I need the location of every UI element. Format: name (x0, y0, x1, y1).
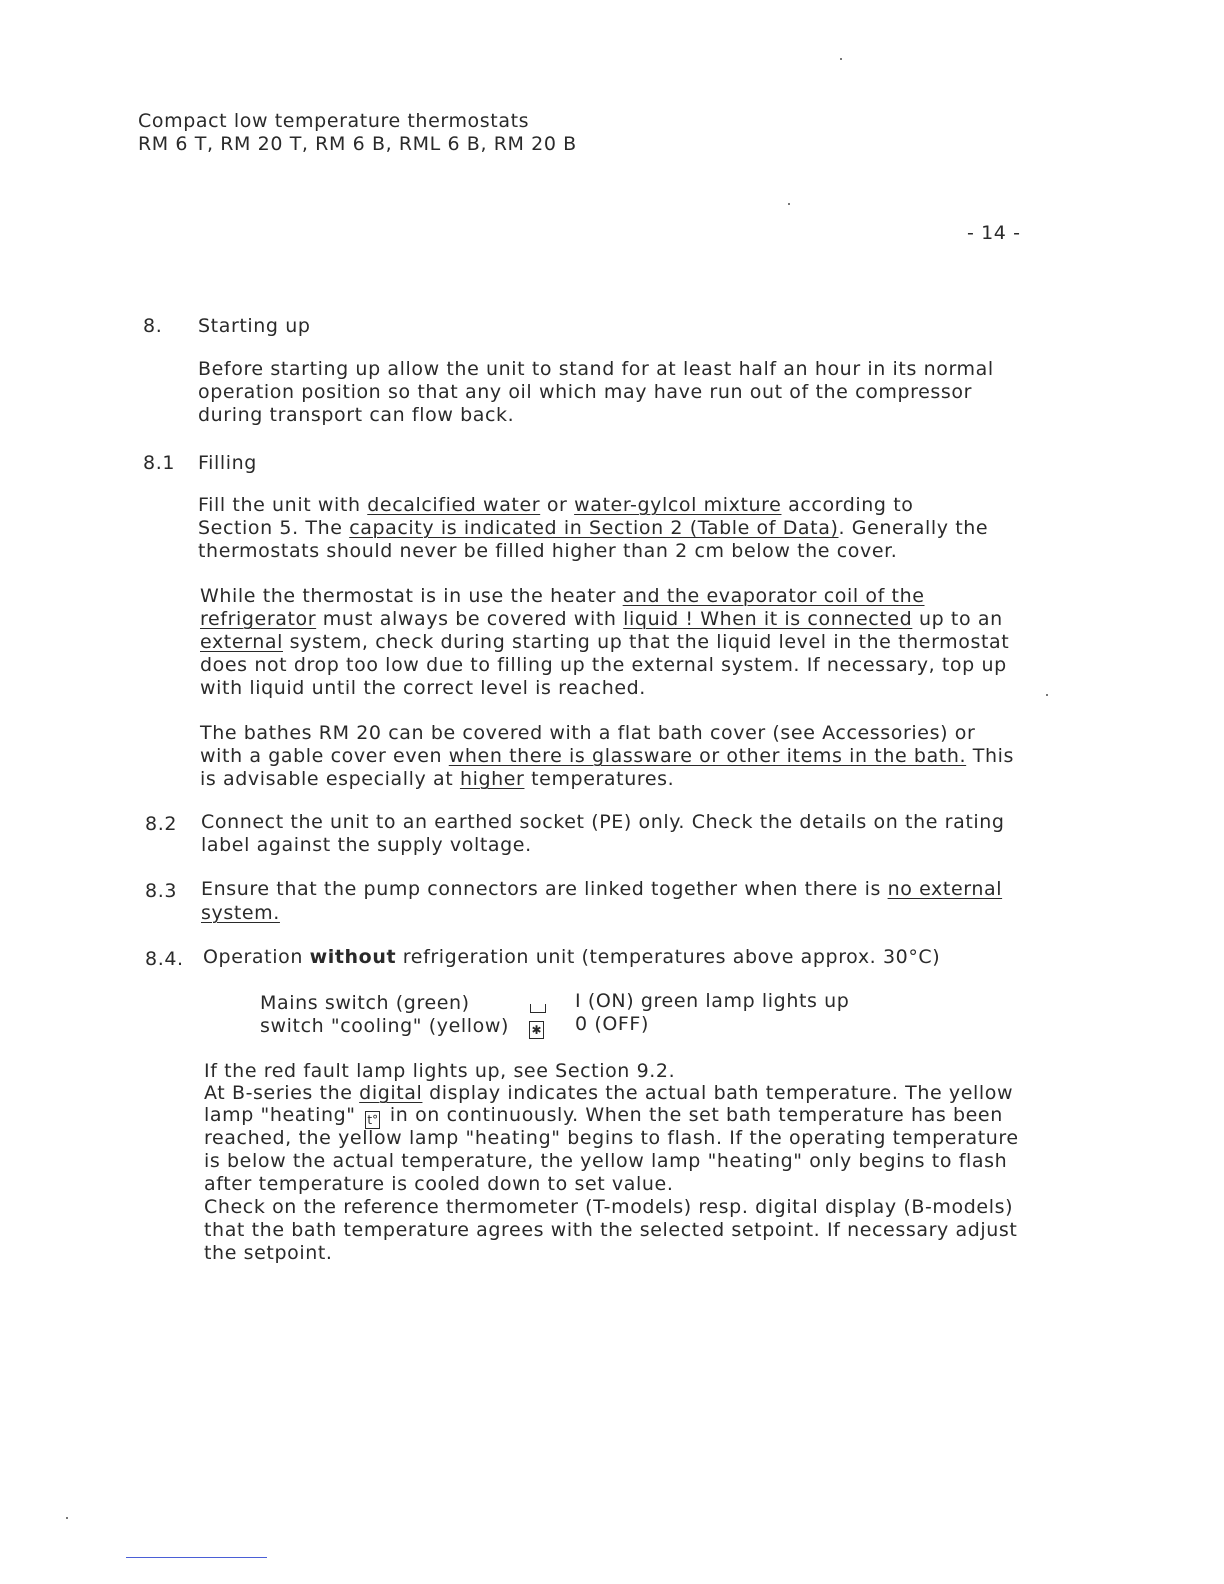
underlined-text: system. (201, 902, 280, 924)
section-8-1-title: Filling (198, 452, 257, 474)
cooling-switch-state: 0 (OFF) (575, 1013, 649, 1035)
section-8-3-number: 8.3 (145, 880, 178, 902)
section-8-3-line-2 (201, 902, 280, 925)
filling-p3-line-1: The bathes RM 20 can be covered with a flat bath cover (see Accessories) or (200, 722, 976, 744)
underlined-text: digital (359, 1082, 423, 1104)
underlined-text: and the evaporator coil of the (622, 585, 925, 607)
section-8-1-number: 8.1 (143, 452, 176, 474)
filling-p2-line-5: with liquid until the correct level is reached. (200, 677, 646, 699)
section-8-4-number: 8.4. (145, 948, 184, 970)
section-8-intro-line: during transport can flow back. (198, 404, 515, 426)
scan-speck (66, 1517, 68, 1519)
cooling-switch-label: switch "cooling" (yellow) (260, 1015, 510, 1037)
section-8-2-line: Connect the unit to an earthed socket (PE) only. Check the details on the rating (201, 811, 1005, 833)
header-line-2: RM 6 T, RM 20 T, RM 6 B, RML 6 B, RM 20 B (138, 133, 577, 155)
scan-speck (788, 203, 790, 205)
operation-line-9: the setpoint. (204, 1242, 333, 1264)
filling-p1-line-2: Section 5. The capacity is indicated in Section 2 (Table of Data). Generally the (198, 517, 989, 539)
underlined-text: water-gylcol mixture (574, 494, 782, 516)
filling-p1-line-3: thermostats should never be filled higher than 2 cm below the cover. (198, 540, 898, 562)
underlined-text: capacity is indicated in Section 2 (Table of Data) (349, 517, 839, 539)
header-line-1: Compact low temperature thermostats (138, 110, 530, 132)
operation-line-6: after temperature is cooled down to set value. (204, 1173, 674, 1195)
heating-lamp-icon: t° (365, 1111, 380, 1129)
operation-line-5: is below the actual temperature, the yellow lamp "heating" only begins to flash (204, 1150, 1008, 1172)
section-8-4-title: Operation without refrigeration unit (temperatures above approx. 30°C) (203, 946, 941, 968)
underlined-text: higher (459, 768, 525, 790)
cooling-switch-icon: ✱ (526, 1014, 547, 1039)
section-8-2-line: label against the supply voltage. (201, 834, 532, 856)
operation-line-2: At B-series the digital display indicates the actual bath temperature. The yellow (204, 1082, 1014, 1104)
operation-line-1: If the red fault lamp lights up, see Section 9.2. (204, 1060, 676, 1082)
filling-p2-line-1: While the thermostat is in use the heater and the evaporator coil of the (200, 585, 925, 607)
underlined-text: refrigerator (200, 608, 317, 630)
section-8-2-number: 8.2 (145, 813, 178, 835)
section-8-number: 8. (143, 315, 163, 337)
underlined-text: no external (887, 878, 1003, 900)
mains-switch-state: I (ON) green lamp lights up (575, 990, 850, 1012)
underlined-text: decalcified water (367, 494, 541, 516)
filling-p3-line-2: with a gable cover even when there is glassware or other items in the bath. This (200, 745, 1015, 767)
filling-p2-line-2: refrigerator must always be covered with liquid ! When it is connected up to an (200, 608, 1003, 630)
page-number: - 14 - (967, 222, 1021, 244)
scan-speck (1046, 694, 1048, 696)
section-8-intro-line: operation position so that any oil which may have run out of the compressor (198, 381, 973, 403)
operation-line-7: Check on the reference thermometer (T-models) resp. digital display (B-models) (204, 1196, 1014, 1218)
underlined-text: external (200, 631, 283, 653)
underlined-text: liquid ! When it is connected (623, 608, 913, 630)
section-8-intro-line: Before starting up allow the unit to stand for at least half an hour in its normal (198, 358, 994, 380)
section-8-3-line-1: Ensure that the pump connectors are linked together when there is no external (201, 878, 1003, 900)
operation-line-8: that the bath temperature agrees with the selected setpoint. If necessary adjust (204, 1219, 1018, 1241)
section-8-title: Starting up (198, 315, 311, 337)
filling-p3-line-3: is advisable especially at higher temperatures. (200, 768, 675, 790)
mains-switch-icon (530, 1004, 546, 1013)
operation-line-3: lamp "heating" t° in on continuously. When the set bath temperature has been (204, 1104, 1003, 1127)
scan-speck (840, 58, 842, 60)
operation-line-4: reached, the yellow lamp "heating" begins to flash. If the operating temperature (204, 1127, 1019, 1149)
mains-switch-label: Mains switch (green) (260, 992, 470, 1014)
footer-rule (126, 1557, 267, 1558)
underlined-text: when there is glassware or other items in the bath. (448, 745, 967, 767)
filling-p2-line-4: does not drop too low due to filling up the external system. If necessary, top up (200, 654, 1007, 676)
filling-p1-line-1: Fill the unit with decalcified water or water-gylcol mixture according to (198, 494, 914, 516)
filling-p2-line-3: external system, check during starting up that the liquid level in the thermostat (200, 631, 1010, 653)
